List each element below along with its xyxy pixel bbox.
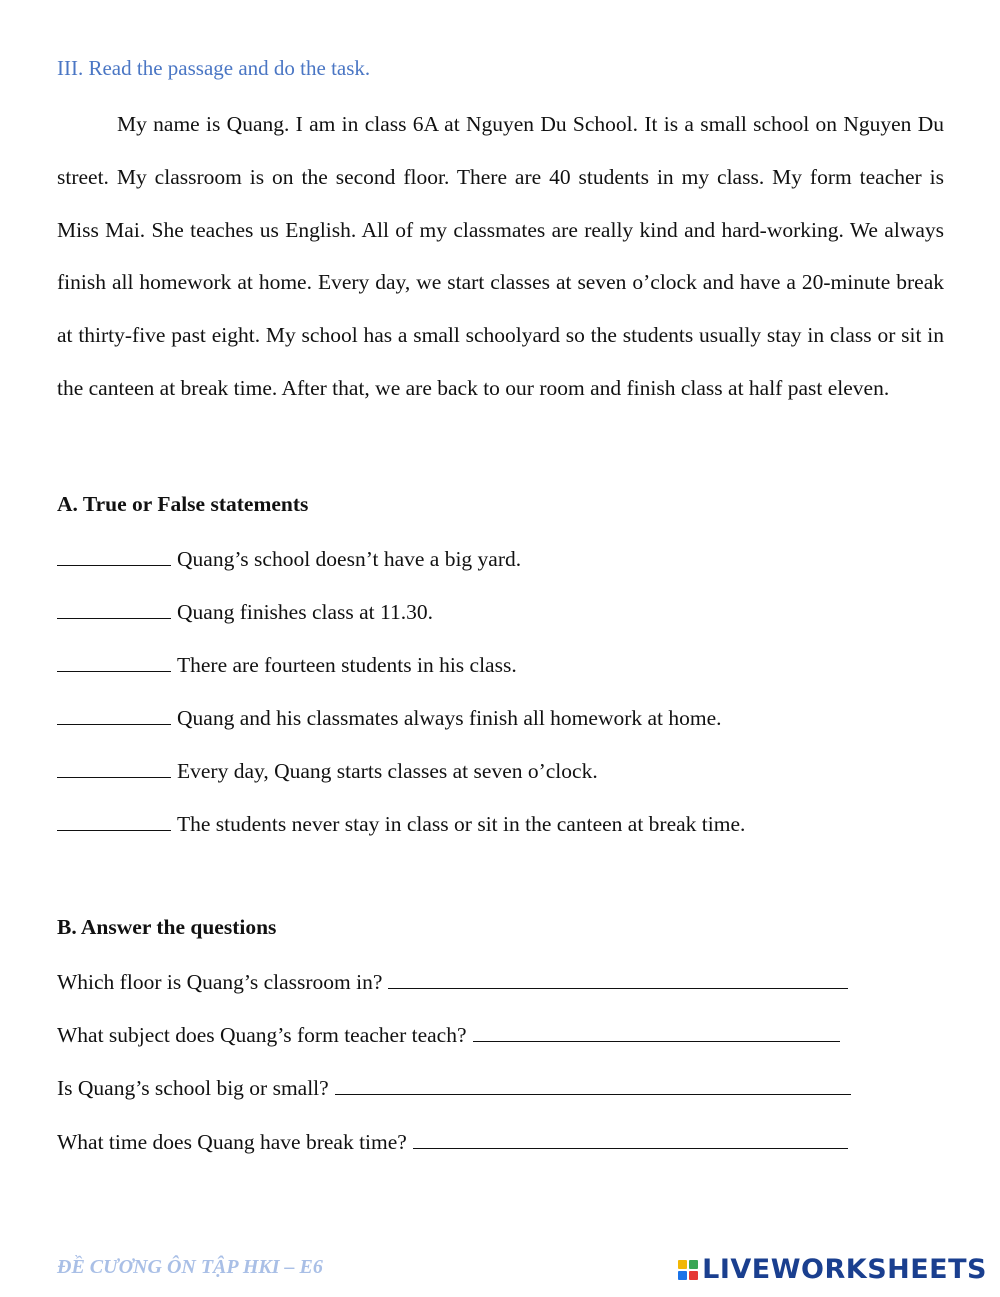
question-text: Is Quang’s school big or small? [57,1076,329,1100]
answer-blank[interactable] [413,1126,848,1149]
true-false-item [57,543,521,573]
question-item [57,1126,848,1156]
question-text: Which floor is Quang’s classroom in? [57,970,383,994]
answer-blank[interactable] [388,966,848,989]
statement-text: Every day, Quang starts classes at seven o’clock. [177,759,598,783]
statement-text: Quang finishes class at 11.30. [177,600,433,624]
statement-text: Quang’s school doesn’t have a big yard. [177,547,522,571]
reading-passage: My name is Quang. I am in class 6A at Nguyen Du School. It is a small school on Nguyen Du street. My classroom is on the second floor. There are 40 students in my class. My form teacher is Miss Mai. She teaches us English. All of my classmates are really kind and hard-working. We always finish all homework at home. Every day, we start classes at seven o’clock and have a 20-minute break at thirty-five past eight. My school has a small schoolyard so the students usually stay in class or sit in the canteen at break time. After that, we are back to our room and finish class at half past eleven. [57,112,944,400]
answer-blank[interactable] [335,1072,851,1095]
true-false-answer-blank[interactable] [57,808,171,831]
brand-name: LIVEWORKSHEETS [702,1254,987,1285]
statement-text: The students never stay in class or sit in the canteen at break time. [177,812,746,836]
true-false-answer-blank[interactable] [57,543,171,566]
true-false-answer-blank[interactable] [57,596,171,619]
true-false-answer-blank[interactable] [57,702,171,725]
true-false-item [57,755,598,785]
answer-blank[interactable] [473,1019,840,1042]
statement-text: Quang and his classmates always finish all homework at home. [177,706,722,730]
part-b-heading: B. Answer the questions [57,915,277,939]
question-item [57,1019,840,1049]
true-false-item [57,702,722,732]
true-false-item [57,596,433,626]
true-false-item [57,808,745,838]
true-false-answer-blank[interactable] [57,649,171,672]
question-text: What time does Quang have break time? [57,1130,407,1154]
statement-text: There are fourteen students in his class. [177,653,517,677]
question-item [57,966,848,996]
part-a-heading: A. True or False statements [57,492,309,516]
liveworksheets-brand[interactable] [678,1254,987,1285]
liveworksheets-logo-icon [678,1260,698,1280]
true-false-item [57,649,517,679]
section-title: III. Read the passage and do the task. [57,56,371,80]
true-false-answer-blank[interactable] [57,755,171,778]
footer-course-label: ĐỀ CƯƠNG ÔN TẬP HKI – E6 [57,1256,323,1278]
question-text: What subject does Quang’s form teacher teach? [57,1023,467,1047]
question-item [57,1072,851,1102]
